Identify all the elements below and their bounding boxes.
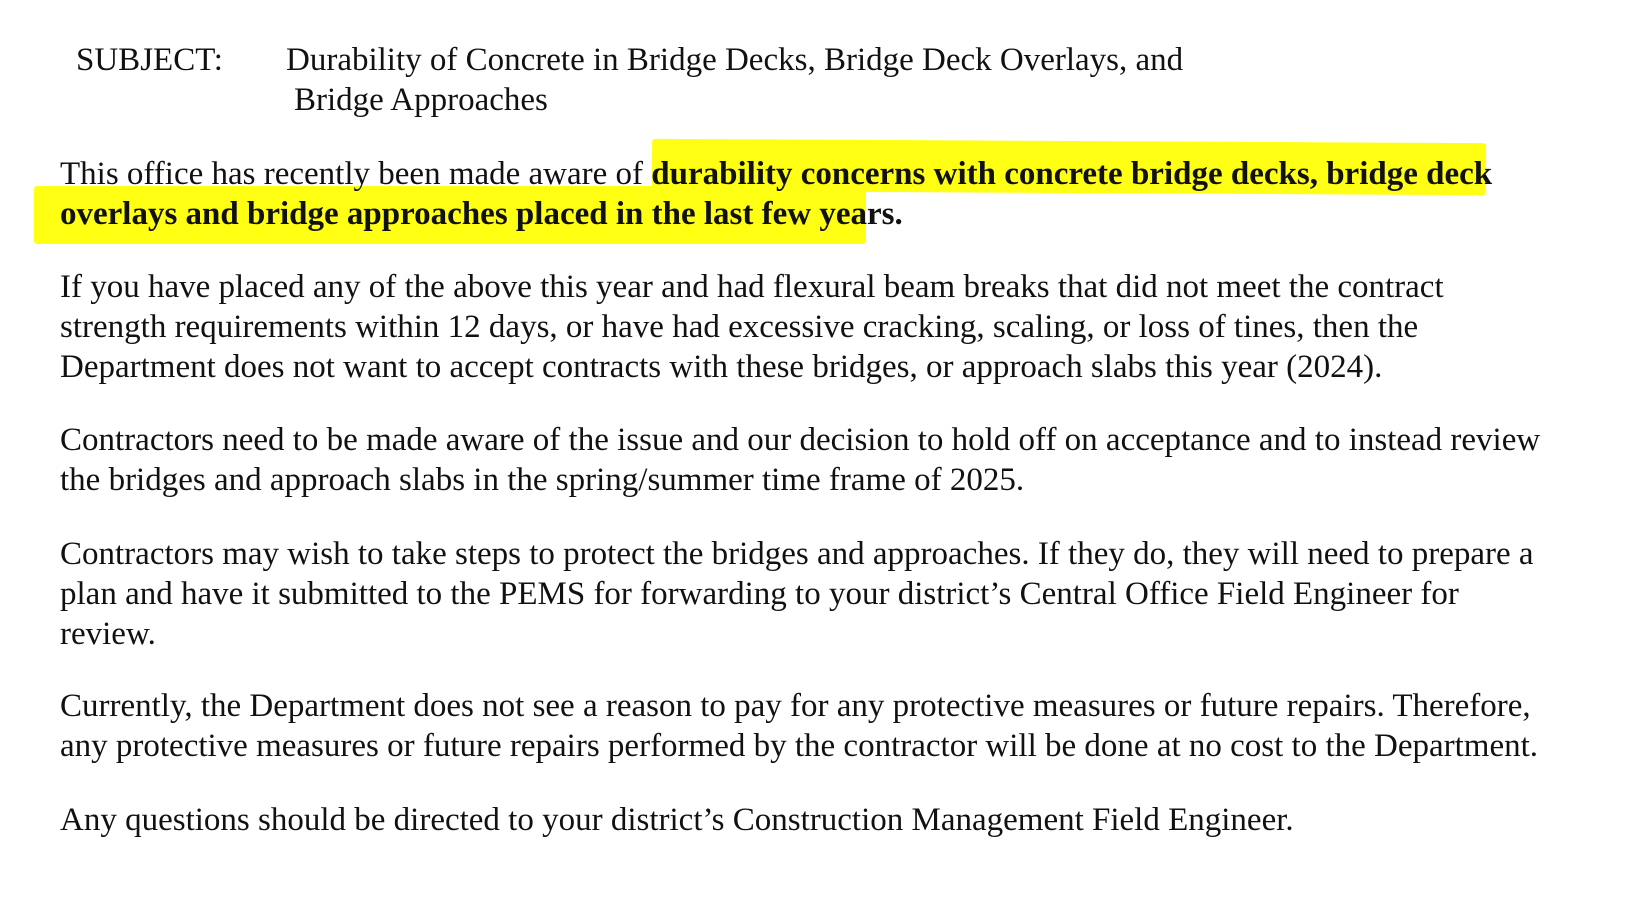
- cost-line-1: Currently, the Department does not see a reason to pay for any protective measures or future repairs. Therefore,: [60, 688, 1531, 724]
- paragraph-cost: [60, 686, 1635, 766]
- questions-line-1: Any questions should be directed to your district’s Construction Management Field Engineer.: [60, 802, 1294, 838]
- acceptance-line-1: If you have placed any of the above this year and had flexural beam breaks that did not meet the contract: [60, 269, 1444, 305]
- protection-plan-line-3: review.: [60, 616, 156, 652]
- contractor-notice-line-1: Contractors need to be made aware of the issue and our decision to hold off on acceptance and to instead review: [60, 422, 1541, 458]
- paragraph-questions: [60, 800, 1635, 840]
- acceptance-line-3: Department does not want to accept contracts with these bridges, or approach slabs this year (2024).: [60, 349, 1383, 385]
- subject-text-line-2: Bridge Approaches: [294, 82, 548, 118]
- protection-plan-line-2: plan and have it submitted to the PEMS for forwarding to your district’s Central Office Field Engineer for: [60, 576, 1459, 612]
- awareness-intro-text: This office has recently been made aware of: [60, 156, 652, 192]
- acceptance-line-2: strength requirements within 12 days, or have had excessive cracking, scaling, or loss of tines, then the: [60, 309, 1419, 345]
- paragraph-awareness: [60, 154, 1635, 234]
- cost-line-2: any protective measures or future repairs performed by the contractor will be done at no cost to the Department.: [60, 728, 1539, 764]
- contractor-notice-line-2: the bridges and approach slabs in the spring/summer time frame of 2025.: [60, 462, 1025, 498]
- protection-plan-line-1: Contractors may wish to take steps to protect the bridges and approaches. If they do, they will need to prepare a: [60, 536, 1534, 572]
- highlighted-text-line-2: overlays and bridge approaches placed in the last few years.: [60, 196, 903, 232]
- highlighted-text-line-1: durability concerns with concrete bridge decks, bridge deck: [651, 156, 1493, 192]
- paragraph-protection-plan: [60, 534, 1635, 654]
- cropped-previous-line: [500, 0, 1100, 6]
- subject-text-line-1: Durability of Concrete in Bridge Decks, Bridge Deck Overlays, and: [286, 42, 1184, 78]
- subject-label: SUBJECT:: [76, 42, 223, 78]
- paragraph-acceptance: [60, 267, 1635, 387]
- paragraph-contractor-notice: [60, 420, 1635, 500]
